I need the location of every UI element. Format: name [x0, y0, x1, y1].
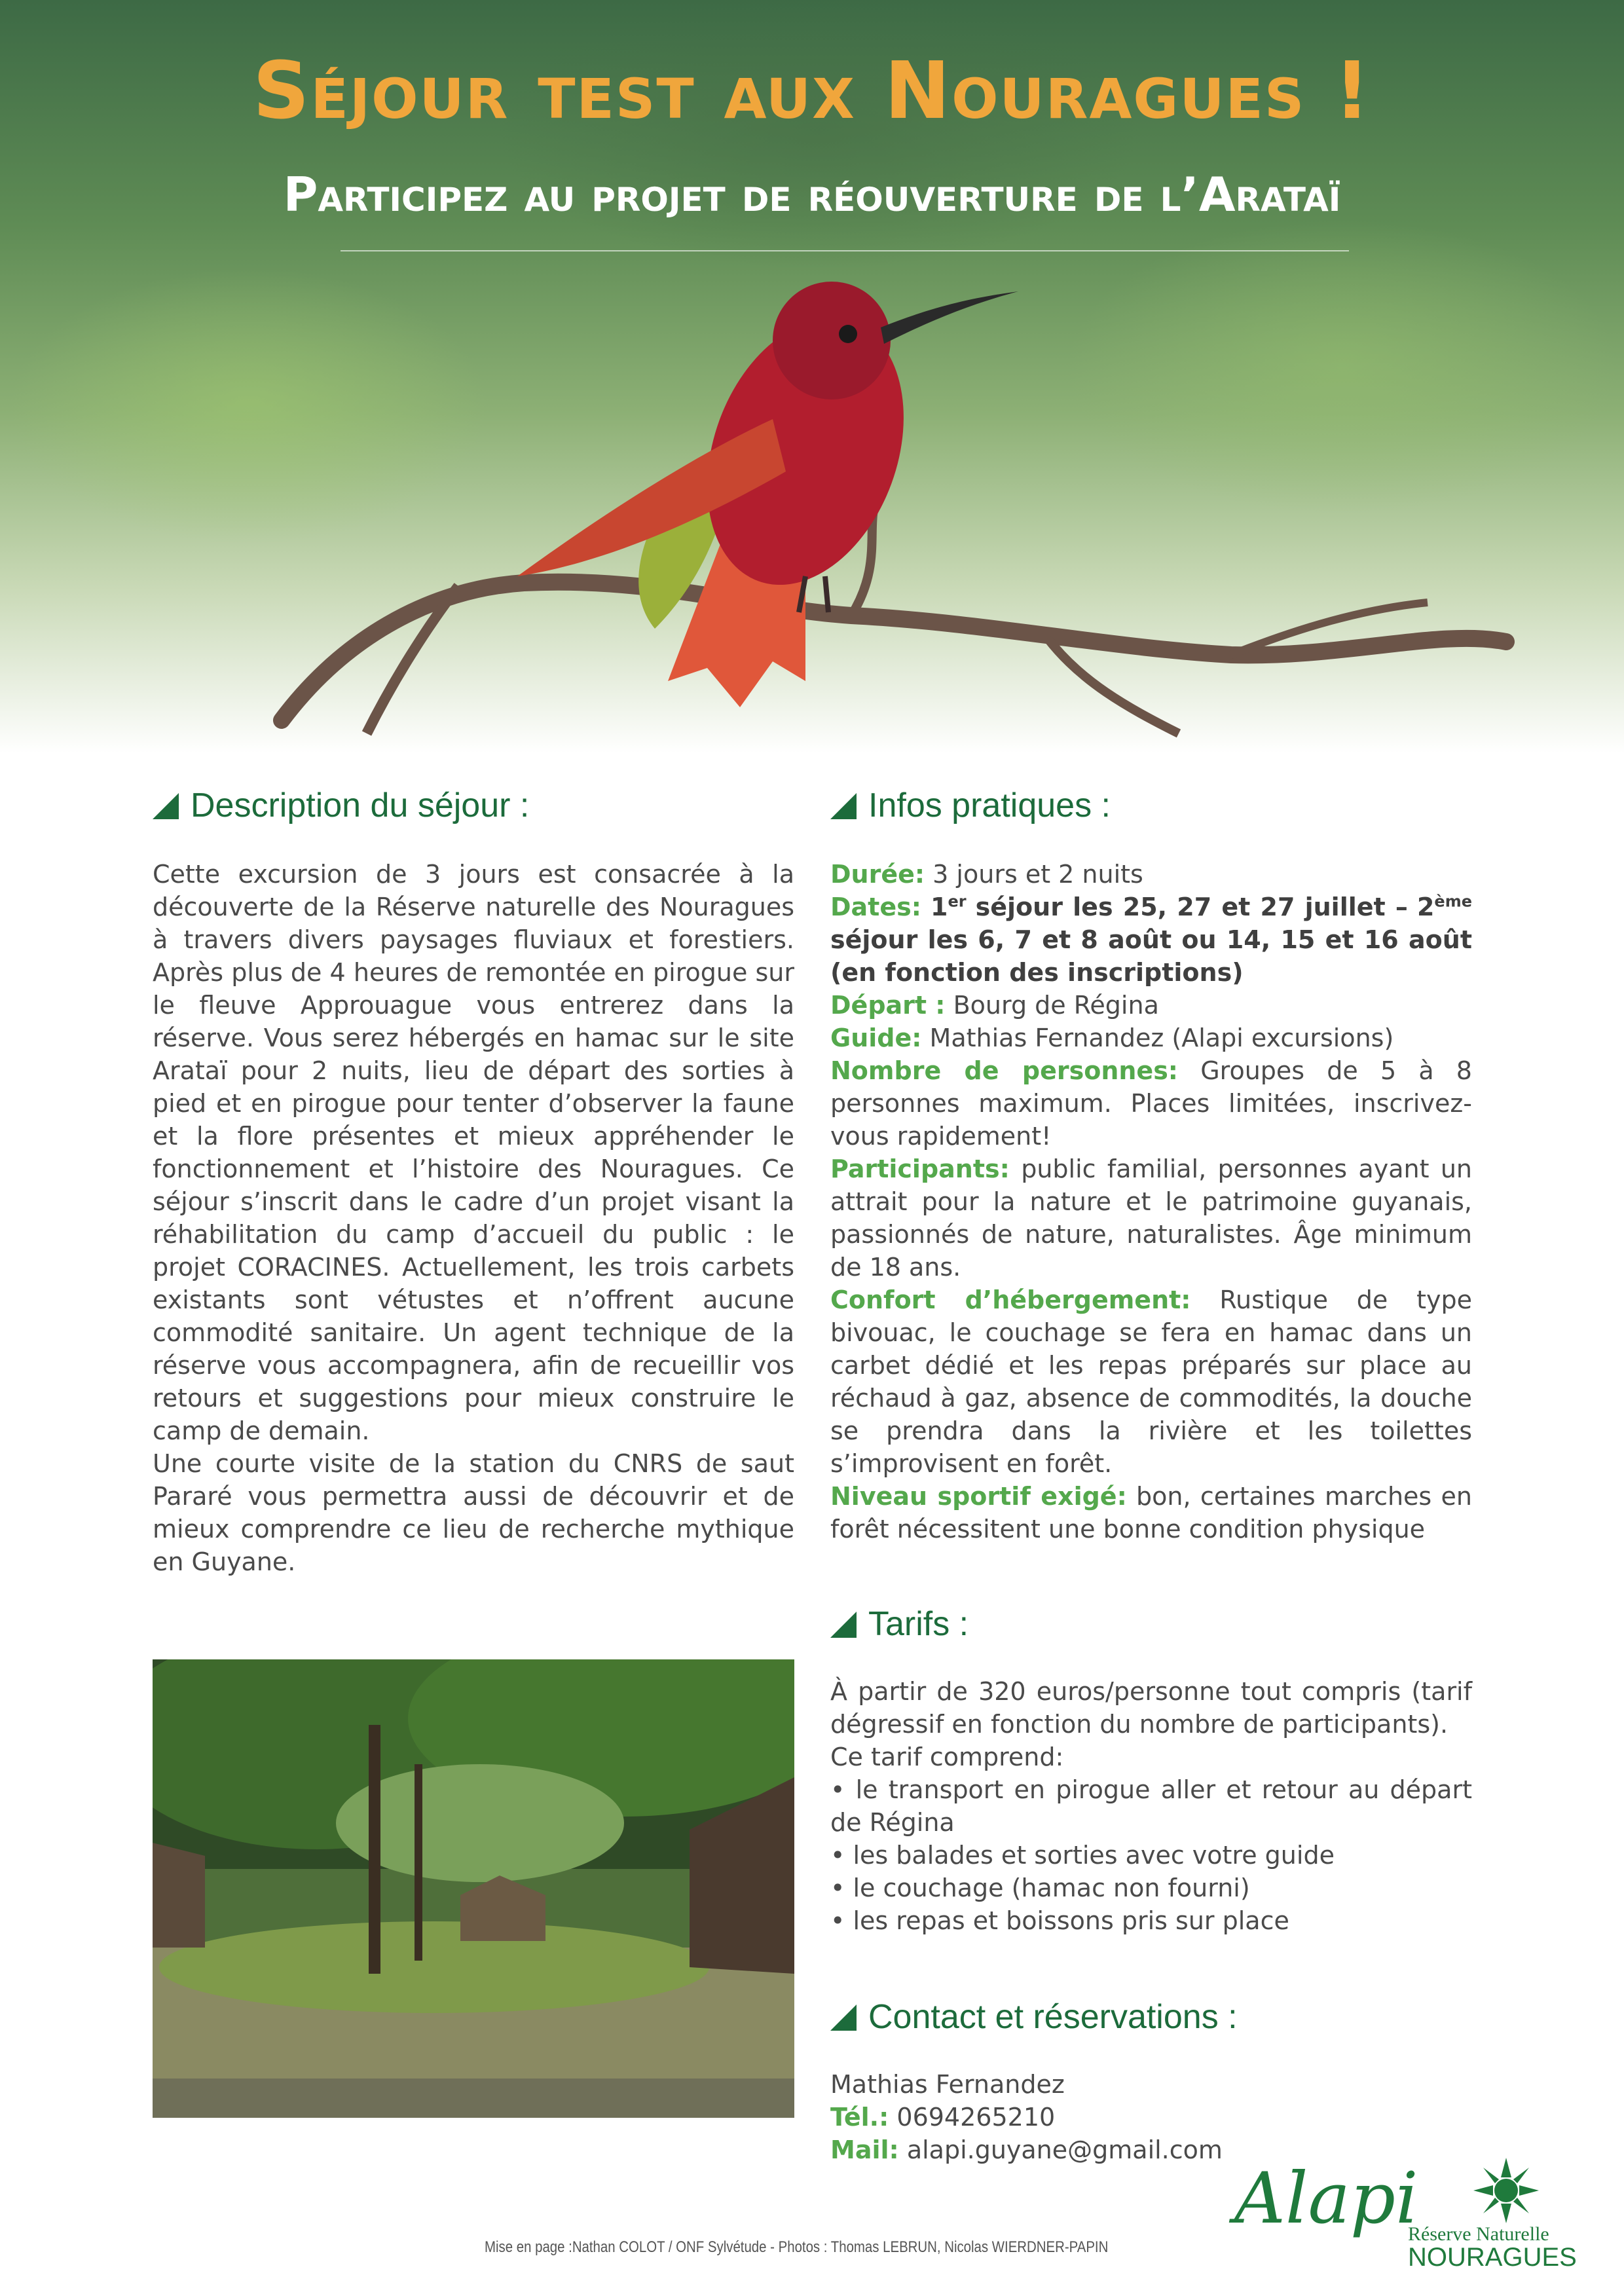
- hero-banner: [0, 0, 1624, 753]
- triangle-bullet-icon: [830, 2005, 857, 2031]
- camp-photo: [153, 1659, 794, 2118]
- tarifs-item: • le transport en pirogue aller et retour au départ de Régina: [830, 1775, 1472, 1837]
- tarifs-item: • les repas et boissons pris sur place: [830, 1906, 1289, 1935]
- photo-credit: Mise en page :Nathan COLOT / ONF Sylvétude - Photos : Thomas LEBRUN, Nicolas WIERDNER-PAPIN: [485, 2238, 1109, 2256]
- description-paragraph: Cette excursion de 3 jours est consacrée à la découverte de la Réserve naturelle des Nouragues à travers divers paysages fluviaux et forestiers. Après plus de 4 heures de remontée en pirogue sur le fleuve Approuague vous entrerez dans la réserve. Vous serez hébergés en hamac sur le site Arataï pour 2 nuits, lieu de départ des sorties à pied et en pirogue pour tenter d’observer la faune et la flore présentes et mieux appréhender le fonctionnement et l’histoire des Nouragues. Ce séjour s’inscrit dans le cadre d’un projet visant la réhabilitation du camp d’accueil du public : le projet CORACINES. Actuellement, les trois carbets existants sont vétustes et n’offrent aucune commodité sanitaire. Un agent technique de la réserve vous accompagnera, afin de recueillir vos retours et suggestions pour mieux construire le camp de demain.: [153, 860, 794, 1445]
- description-text: [153, 858, 794, 1578]
- contact-phone: Tél.: 0694265210: [830, 2103, 1056, 2132]
- infos-text: [830, 858, 1472, 1545]
- contact-email: Mail: alapi.guyane@gmail.com: [830, 2135, 1223, 2164]
- info-guide: Guide: Mathias Fernandez (Alapi excursions): [830, 1024, 1394, 1052]
- triangle-bullet-icon: [153, 793, 179, 819]
- tarifs-item: • les balades et sorties avec votre guide: [830, 1841, 1335, 1870]
- tarifs-item: • le couchage (hamac non fourni): [830, 1874, 1250, 1902]
- page-title: Séjour test aux Nouragues !: [253, 46, 1371, 137]
- nouragues-star-logo-icon: [1421, 2154, 1591, 2227]
- info-niveau: Niveau sportif exigé: bon, certaines marches en forêt nécessitent une bonne condition physique: [830, 1482, 1472, 1543]
- reserve-logo-line1: Réserve Naturelle: [1408, 2223, 1549, 2245]
- triangle-bullet-icon: [830, 1612, 857, 1638]
- info-confort: Confort d’hébergement: Rustique de type bivouac, le couchage se fera en hamac dans un carbet dédié et les repas préparés sur place au réchaud à gaz, absence de commodités, la douche se prendra dans la rivière et les toilettes s’improvisent en forêt.: [830, 1285, 1472, 1478]
- info-nombre: Nombre de personnes: Groupes de 5 à 8 personnes maximum. Places limitées, inscrivez-vous rapidement!: [830, 1056, 1472, 1151]
- info-depart: Départ : Bourg de Régina: [830, 991, 1159, 1020]
- tarifs-price: À partir de 320 euros/personne tout compris (tarif dégressif en fonction du nombre de participants).: [830, 1677, 1472, 1739]
- reserve-logo-line2: NOURAGUES: [1408, 2243, 1577, 2272]
- description-heading: Description du séjour :: [153, 786, 529, 825]
- info-duree: Durée: 3 jours et 2 nuits: [830, 860, 1143, 889]
- contact-text: [830, 2068, 1472, 2166]
- info-participants: Participants: public familial, personnes ayant un attrait pour la nature et le patrimoine guyanais, passionnés de nature, naturalistes. Âge minimum de 18 ans.: [830, 1155, 1472, 1282]
- contact-heading: Contact et réservations :: [830, 1997, 1238, 2037]
- page-subtitle: Participez au projet de réouverture de l’Arataï: [283, 167, 1341, 222]
- tarifs-includes-label: Ce tarif comprend:: [830, 1743, 1064, 1771]
- tarifs-heading: Tarifs :: [830, 1604, 969, 1644]
- info-dates: Dates: 1er séjour les 25, 27 et 27 juillet – 2ème séjour les 6, 7 et 8 août ou 14, 15 et 16 août (en fonction des inscriptions): [830, 892, 1472, 987]
- description-paragraph: Une courte visite de la station du CNRS de saut Pararé vous permettra aussi de découvrir et de mieux comprendre ce lieu de recherche mythique en Guyane.: [153, 1449, 794, 1576]
- contact-name: Mathias Fernandez: [830, 2070, 1065, 2099]
- alapi-logo: Alapi: [1234, 2158, 1418, 2240]
- triangle-bullet-icon: [830, 793, 857, 819]
- title-divider: [341, 250, 1349, 251]
- tarifs-text: [830, 1675, 1472, 1937]
- infos-heading: Infos pratiques :: [830, 786, 1111, 825]
